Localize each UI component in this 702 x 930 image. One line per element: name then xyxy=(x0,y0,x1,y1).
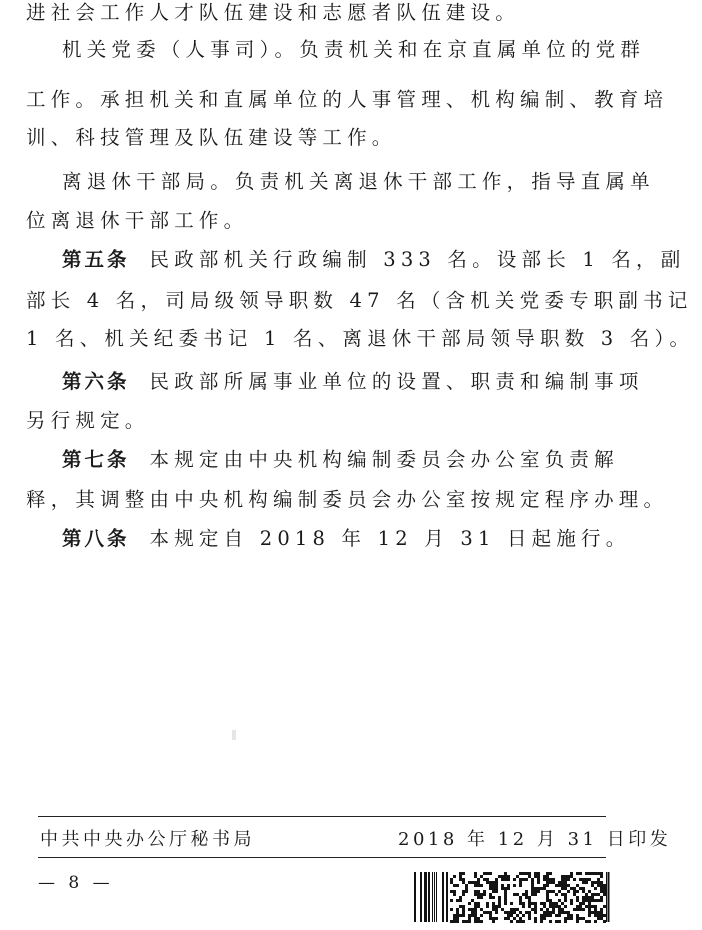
barcode-icon xyxy=(414,872,610,922)
body-line: 机关党委（人事司）。负责机关和在京直属单位的党群 xyxy=(62,38,646,61)
footer-issuer: 中共中央办公厅秘书局 xyxy=(40,829,255,850)
article-5-heading: 第五条 xyxy=(62,248,130,271)
article-8-text: 本规定自 2018 年 12 月 31 日起施行。 xyxy=(149,527,631,550)
body-line: 训、科技管理及队伍建设等工作。 xyxy=(26,126,397,149)
body-line: 位离退休干部工作。 xyxy=(26,209,249,232)
article-8-heading: 第八条 xyxy=(62,527,130,550)
article-5-text: 民政部机关行政编制 333 名。设部长 1 名，副 xyxy=(149,248,686,271)
article-6-line: 另行规定。 xyxy=(26,409,150,432)
footer-top-rule xyxy=(38,816,606,817)
article-7-heading: 第七条 xyxy=(62,448,130,471)
article-8-line xyxy=(62,527,702,551)
footer-issue-date: 2018 年 12 月 31 日印发 xyxy=(398,829,672,850)
article-5-line: 部长 4 名，司局级领导职数 47 名（含机关党委专职副书记 xyxy=(26,289,693,312)
article-6-line xyxy=(62,370,702,394)
scan-smudge xyxy=(232,730,236,740)
article-5-line: 1 名、机关纪委书记 1 名、离退休干部局领导职数 3 名）。 xyxy=(26,327,695,350)
article-6-heading: 第六条 xyxy=(62,370,130,393)
article-6-text: 民政部所属事业单位的设置、职责和编制事项 xyxy=(149,370,644,393)
article-7-text: 本规定由中央机构编制委员会办公室负责解 xyxy=(149,448,619,471)
article-7-line: 释，其调整由中央机构编制委员会办公室按规定程序办理。 xyxy=(26,488,669,511)
footer-bottom-rule xyxy=(38,857,606,858)
body-line: 工作。承担机关和直属单位的人事管理、机构编制、教育培 xyxy=(26,88,669,111)
page-number: — 8 — xyxy=(38,873,114,893)
article-5-line xyxy=(62,248,702,272)
body-line: 离退休干部局。负责机关离退休干部工作，指导直属单 xyxy=(62,170,655,193)
article-7-line xyxy=(62,448,702,472)
body-line: 进社会工作人才队伍建设和志愿者队伍建设。 xyxy=(26,1,521,24)
